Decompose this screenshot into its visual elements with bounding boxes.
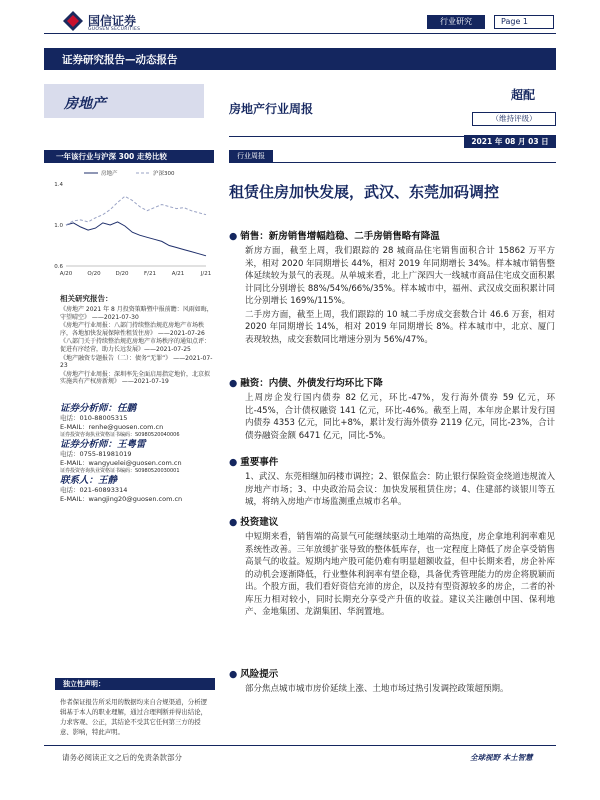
industry-box	[44, 84, 204, 118]
rating-status: （维持评级）	[472, 112, 556, 126]
section-tag-bar	[229, 150, 556, 163]
rating: 超配	[511, 88, 536, 102]
section-paragraph: 1、武汉、东莞相继加码楼市调控；2、银保监会：防止银行保险资金绕道违规流入房地产市场；3、中央政治局会议：加快发展租赁住房；4、住建部约谈银川等五城，将纳入房地产市场监测重点城市名单。	[245, 472, 555, 507]
bullet-icon: ●	[229, 378, 238, 389]
report-type-tag: 行业研究	[427, 15, 485, 29]
section-risk	[229, 666, 555, 696]
section-paragraph: 上周房企发行国内债券 82 亿元，环比-47%，发行海外债券 59 亿元，环比-45%，合计债权融资 141 亿元，环比-46%。截至上周，本年房企累计发行国内债券 4353 亿元，同比+8%，累计发行海外债券 2119 亿元，同比-23%，合计债券融资金额 6471 亿元，同比-5%。	[245, 393, 555, 441]
related-report-item[interactable]: 《地产融资专题报告（二）：债务“无罪”》 ——2021-07-23	[60, 354, 213, 370]
x-tick-label: A/21	[171, 271, 185, 277]
x-tick-label: J/21	[200, 271, 212, 277]
section-paragraph: 二手房方面，截至上周，我们跟踪的 10 城二手房成交套数合计 46.6 万套，相对 2020 年同期增长 14%，相对 2019 年同期增长 8%。样本城市中，北京、厦门表现较热，成交套数同比增速分别为 56%/47%。	[245, 309, 555, 345]
chart-lines	[66, 196, 206, 256]
footer-divider	[44, 745, 556, 746]
chart-legend	[84, 169, 175, 177]
bullet-icon: ●	[229, 517, 238, 528]
related-report-item[interactable]: 《房地产 2021 年 8 月投资策略暨中报前瞻：风雨如晦，守望晴空》 ——2021-07-30	[60, 306, 213, 321]
logo-name-cn: 国信证券	[88, 14, 137, 28]
section-heading: ● 投资建议	[229, 517, 279, 528]
section-heading: ● 销售：新房销售增幅趋稳、二手房销售略有降温	[229, 231, 440, 242]
footer-slogan: 全球视野 本土智慧	[470, 753, 533, 762]
performance-chart	[44, 166, 214, 286]
x-tick-label: O/20	[87, 271, 101, 277]
contact-block	[60, 472, 182, 503]
logo-mark-icon	[62, 10, 84, 32]
report-banner	[44, 48, 556, 70]
section-tag: 行业周报	[229, 150, 273, 163]
logo-name-en: GUOSEN SECURITIES	[88, 27, 141, 32]
section-investment-advice	[229, 514, 555, 619]
section-heading: ● 融资：内债、外债发行均环比下降	[229, 378, 383, 389]
analyst-name: 证券分析师：任鹏	[60, 403, 137, 414]
section-heading: ● 风险提示	[229, 669, 279, 680]
legend-label: 房地产	[101, 171, 118, 177]
report-title: 房地产行业周报	[229, 102, 314, 116]
industry-name: 房地产	[64, 96, 106, 112]
analyst-phone: 电话：0755-81981019	[60, 450, 132, 458]
section-paragraph: 部分焦点城市城市房价延续上涨、土地市场过热引发调控政策超预期。	[245, 684, 509, 694]
analyst-phone: 电话：010-88005315	[60, 414, 128, 422]
chart-title-bar	[44, 150, 214, 163]
section-paragraph: 中短期来看，销售端的高景气可能继续驱动土地端的高热度，房企拿地利润率难见系统性改善。三年放缓扩张导致的整体低库存，也一定程度上降低了房企享受销售高景气的收益。短期内地产股可能仍难有明显超额收益，但中长期来看，房企补库的动机会逐渐降低，行业整体利润率有望企稳，具备优秀管理能力的房企将脱颖而出。个股方面，我们看好资信充沛的房企，以及持有型资源较多的房企，二者的补库压力相对较小，同时长期充分享受产升值的收益。建议关注融创中国、保利地产、金地集团、龙湖集团、华润置地。	[245, 532, 555, 617]
contact-phone: 电话：021-60893314	[60, 486, 128, 494]
related-report-item[interactable]: 《八部门关于持续整治规范房地产市场秩序的通知点评：促进有序经营，助力长远发展》——2021-07-25	[60, 338, 211, 353]
related-reports-heading: 相关研究报告：	[60, 294, 113, 303]
x-tick-label: D/20	[115, 271, 129, 277]
analyst-cert: 证券投资咨询执业资格证书编码：S0980520030001	[60, 468, 180, 475]
chart-title: 一年该行业与沪深 300 走势比较	[56, 152, 167, 161]
footer-disclaimer-link[interactable]: 请务必阅读正文之后的免责条款部分	[62, 753, 182, 762]
analyst-email[interactable]: E-MAIL：renhe@guosen.com.cn	[60, 422, 164, 431]
y-tick-label: 1.0	[54, 223, 63, 229]
chart-y-ticks	[54, 182, 63, 270]
section-events	[229, 454, 555, 509]
section-divider	[273, 162, 556, 163]
disclaimer-text: 作者保证报告所采用的数据均来自合规渠道，分析逻辑基于本人的职业理解，通过合理判断并得出结论，力求客观、公正，其结论不受其它任何第三方的授意、影响，特此声明。	[60, 698, 207, 736]
section-paragraph: 新房方面，截至上周，我们跟踪的 28 城商品住宅销售面积合计 15862 万平方米，相对 2020 年同期增长 44%，相对 2019 年同期增长 34%。样本城市销售整体延续较为景气的表现。从单城来看，北上广深四大一线城市商品住宅成交面积累计同比分别增长 88%/54%/66%/35%。样本城市中，福州、武汉成交面积累计同比分别增长 169%/115%。	[245, 246, 555, 306]
analyst-name: 证券分析师：王粤雷	[60, 439, 146, 450]
bullet-icon: ●	[229, 457, 238, 468]
related-reports-list	[60, 306, 215, 386]
header-divider	[44, 33, 556, 34]
report-headline: 租赁住房加快发展，武汉、东莞加码调控	[229, 183, 500, 201]
series-line-1	[66, 196, 206, 225]
related-report-item[interactable]: 《房地产行业周报：八部门持续整治规范房地产市场秩序，各地加快发展保障性租赁住房》 ——2021-07-26	[60, 322, 205, 337]
y-tick-label: 1.4	[54, 182, 63, 188]
section-heading: ● 重要事件	[229, 457, 279, 468]
x-tick-label: F/21	[143, 271, 157, 277]
analyst-cert: 证券投资咨询执业资格证书编码：S0980520040006	[60, 432, 180, 439]
bullet-icon: ●	[229, 231, 238, 242]
disclaimer-title: 独立性声明：	[63, 680, 105, 688]
section-sales	[229, 228, 555, 346]
x-tick-label: A/20	[59, 271, 73, 277]
page-number: Page 1	[494, 15, 554, 29]
disclaimer-title-bar	[55, 678, 215, 690]
analyst-block-2	[60, 436, 182, 476]
report-date: 2021 年 08 月 03 日	[464, 135, 556, 148]
series-line-0	[66, 222, 206, 256]
chart-x-ticks	[60, 271, 212, 277]
analyst-block-1	[60, 400, 180, 440]
section-financing	[229, 375, 555, 442]
y-tick-label: 0.6	[54, 264, 63, 270]
banner-title: 证券研究报告—动态报告	[62, 54, 178, 66]
contact-name: 联系人：王静	[60, 475, 118, 486]
contact-email[interactable]: E-MAIL：wangjing20@guosen.com.cn	[60, 494, 183, 503]
related-report-item[interactable]: 《房地产行业周报：深圳率先全面启用指定地价，北京拟实施共有产权房新规》 ——2021-07-19	[60, 370, 211, 386]
legend-label: 沪深300	[153, 171, 175, 177]
analyst-email[interactable]: E-MAIL：wangyuelei@guosen.com.cn	[60, 458, 182, 467]
bullet-icon: ●	[229, 669, 238, 680]
